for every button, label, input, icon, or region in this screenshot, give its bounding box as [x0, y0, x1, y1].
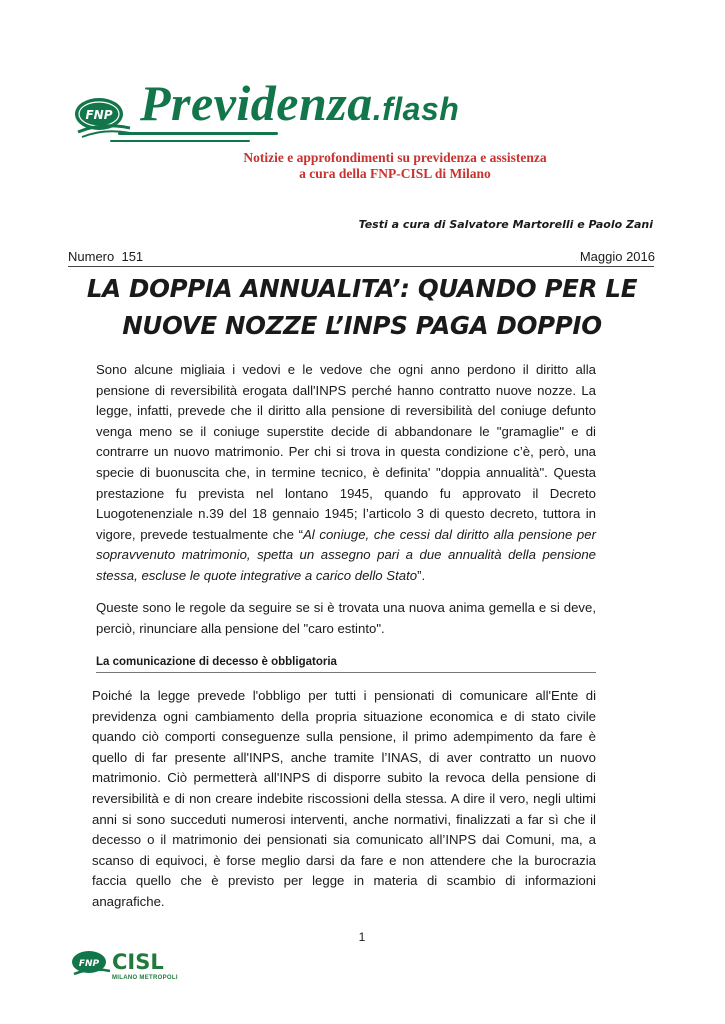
cisl-wordmark: CISL	[112, 950, 164, 974]
footer-logo-text: FNP	[78, 959, 100, 969]
brand-suffix: .flash	[372, 91, 460, 127]
cisl-subtitle: MILANO METROPOLI	[112, 975, 178, 981]
fnp-logo-text: FNP	[85, 108, 113, 122]
article-title	[72, 270, 652, 344]
paragraph-3: Poiché la legge prevede l'obbligo per tutti i pensionati di comunicare all'Ente di previdenza ogni cambiamento della propria situazione economica e di stato civile quando ciò comporti conseguenze sulla pensione, il primo adempimento da fare è quello di far presente all'INPS, anche tramite l’INAS, di aver contratto un nuovo matrimonio. Ciò permetterà all'INPS di disporre subito la revoca della pensione di reversibilità e di non creare indebite riscossioni della stessa. A dire il vero, negli ultimi anni si sono succeduti numerosi interventi, anche normativi, finalizzati a far sì che il decesso o il matrimonio dei pensionati sia comunicato all’INPS dai Comuni, ma, a scanso di equivoci, è forse meglio darsi da fare e non attendere che la burocrazia faccia quello che è previsto per legge in materia di scambio di informazioni anagrafiche.	[92, 688, 596, 909]
tagline-1: Notizie e approfondimenti su previdenza e assistenza	[243, 150, 547, 165]
paragraph-2: Queste sono le regole da seguire se si è trovata una nuova anima gemella e si deve, perciò, rinunciare alla pensione del "caro estinto".	[96, 600, 596, 636]
paragraph-1	[96, 360, 596, 587]
brand-title	[140, 75, 460, 131]
section-divider	[96, 672, 596, 673]
issue-number: Numero 151	[68, 249, 144, 264]
tagline-2: a cura della FNP-CISL di Milano	[299, 166, 491, 181]
section-heading: La comunicazione di decesso è obbligatoria	[96, 656, 337, 668]
fnp-logo	[72, 92, 134, 147]
credits: Testi a cura di Salvatore Martorelli e Paolo Zani	[358, 218, 653, 231]
brand-main: Previdenza	[140, 75, 373, 131]
law-quote: Al coniuge, che cessi dal diritto alla pensione per sopravvenuto matrimonio, spetta un assegno pari a due annualità della pensione stessa, escluse le quote integrative a carico dello Stato	[96, 526, 596, 583]
title-line-1: LA DOPPIA ANNUALITA’: QUANDO PER LE	[86, 274, 638, 303]
paragraph-1-end: ”.	[417, 567, 426, 583]
brand-swoosh	[118, 132, 278, 135]
page-number: 1	[358, 930, 366, 944]
brand-swoosh-2	[110, 140, 250, 142]
fnp-cisl-logo	[70, 948, 112, 985]
divider	[68, 266, 654, 267]
title-line-2: NUOVE NOZZE L’INPS PAGA DOPPIO	[122, 311, 602, 340]
paragraph-1-text: Sono alcune migliaia i vedovi e le vedove che ogni anno perdono il diritto alla pensione di reversibilità erogata dall'INPS perché hanno contratto nuove nozze. La legge, infatti, prevede che il diritto alla pensione di reversibilità del coniuge defunto venga meno se il coniuge superstite decide di abbandonare le "gramaglie" e di contrarre un nuovo matrimonio. Per chi si trova in questa condizione c’è, però, una specie di buonuscita che, in termine tecnico, è definita' "doppia annualità". Questa prestazione fu prevista nel lontano 1945, quando fu approvato il Decreto Luogotenenziale n.39 del 18 gennaio 1945; l’articolo 3 di questo decreto, tuttora in vigore, prevede testualmente che “	[96, 362, 596, 542]
issue-date: Maggio 2016	[579, 249, 655, 264]
